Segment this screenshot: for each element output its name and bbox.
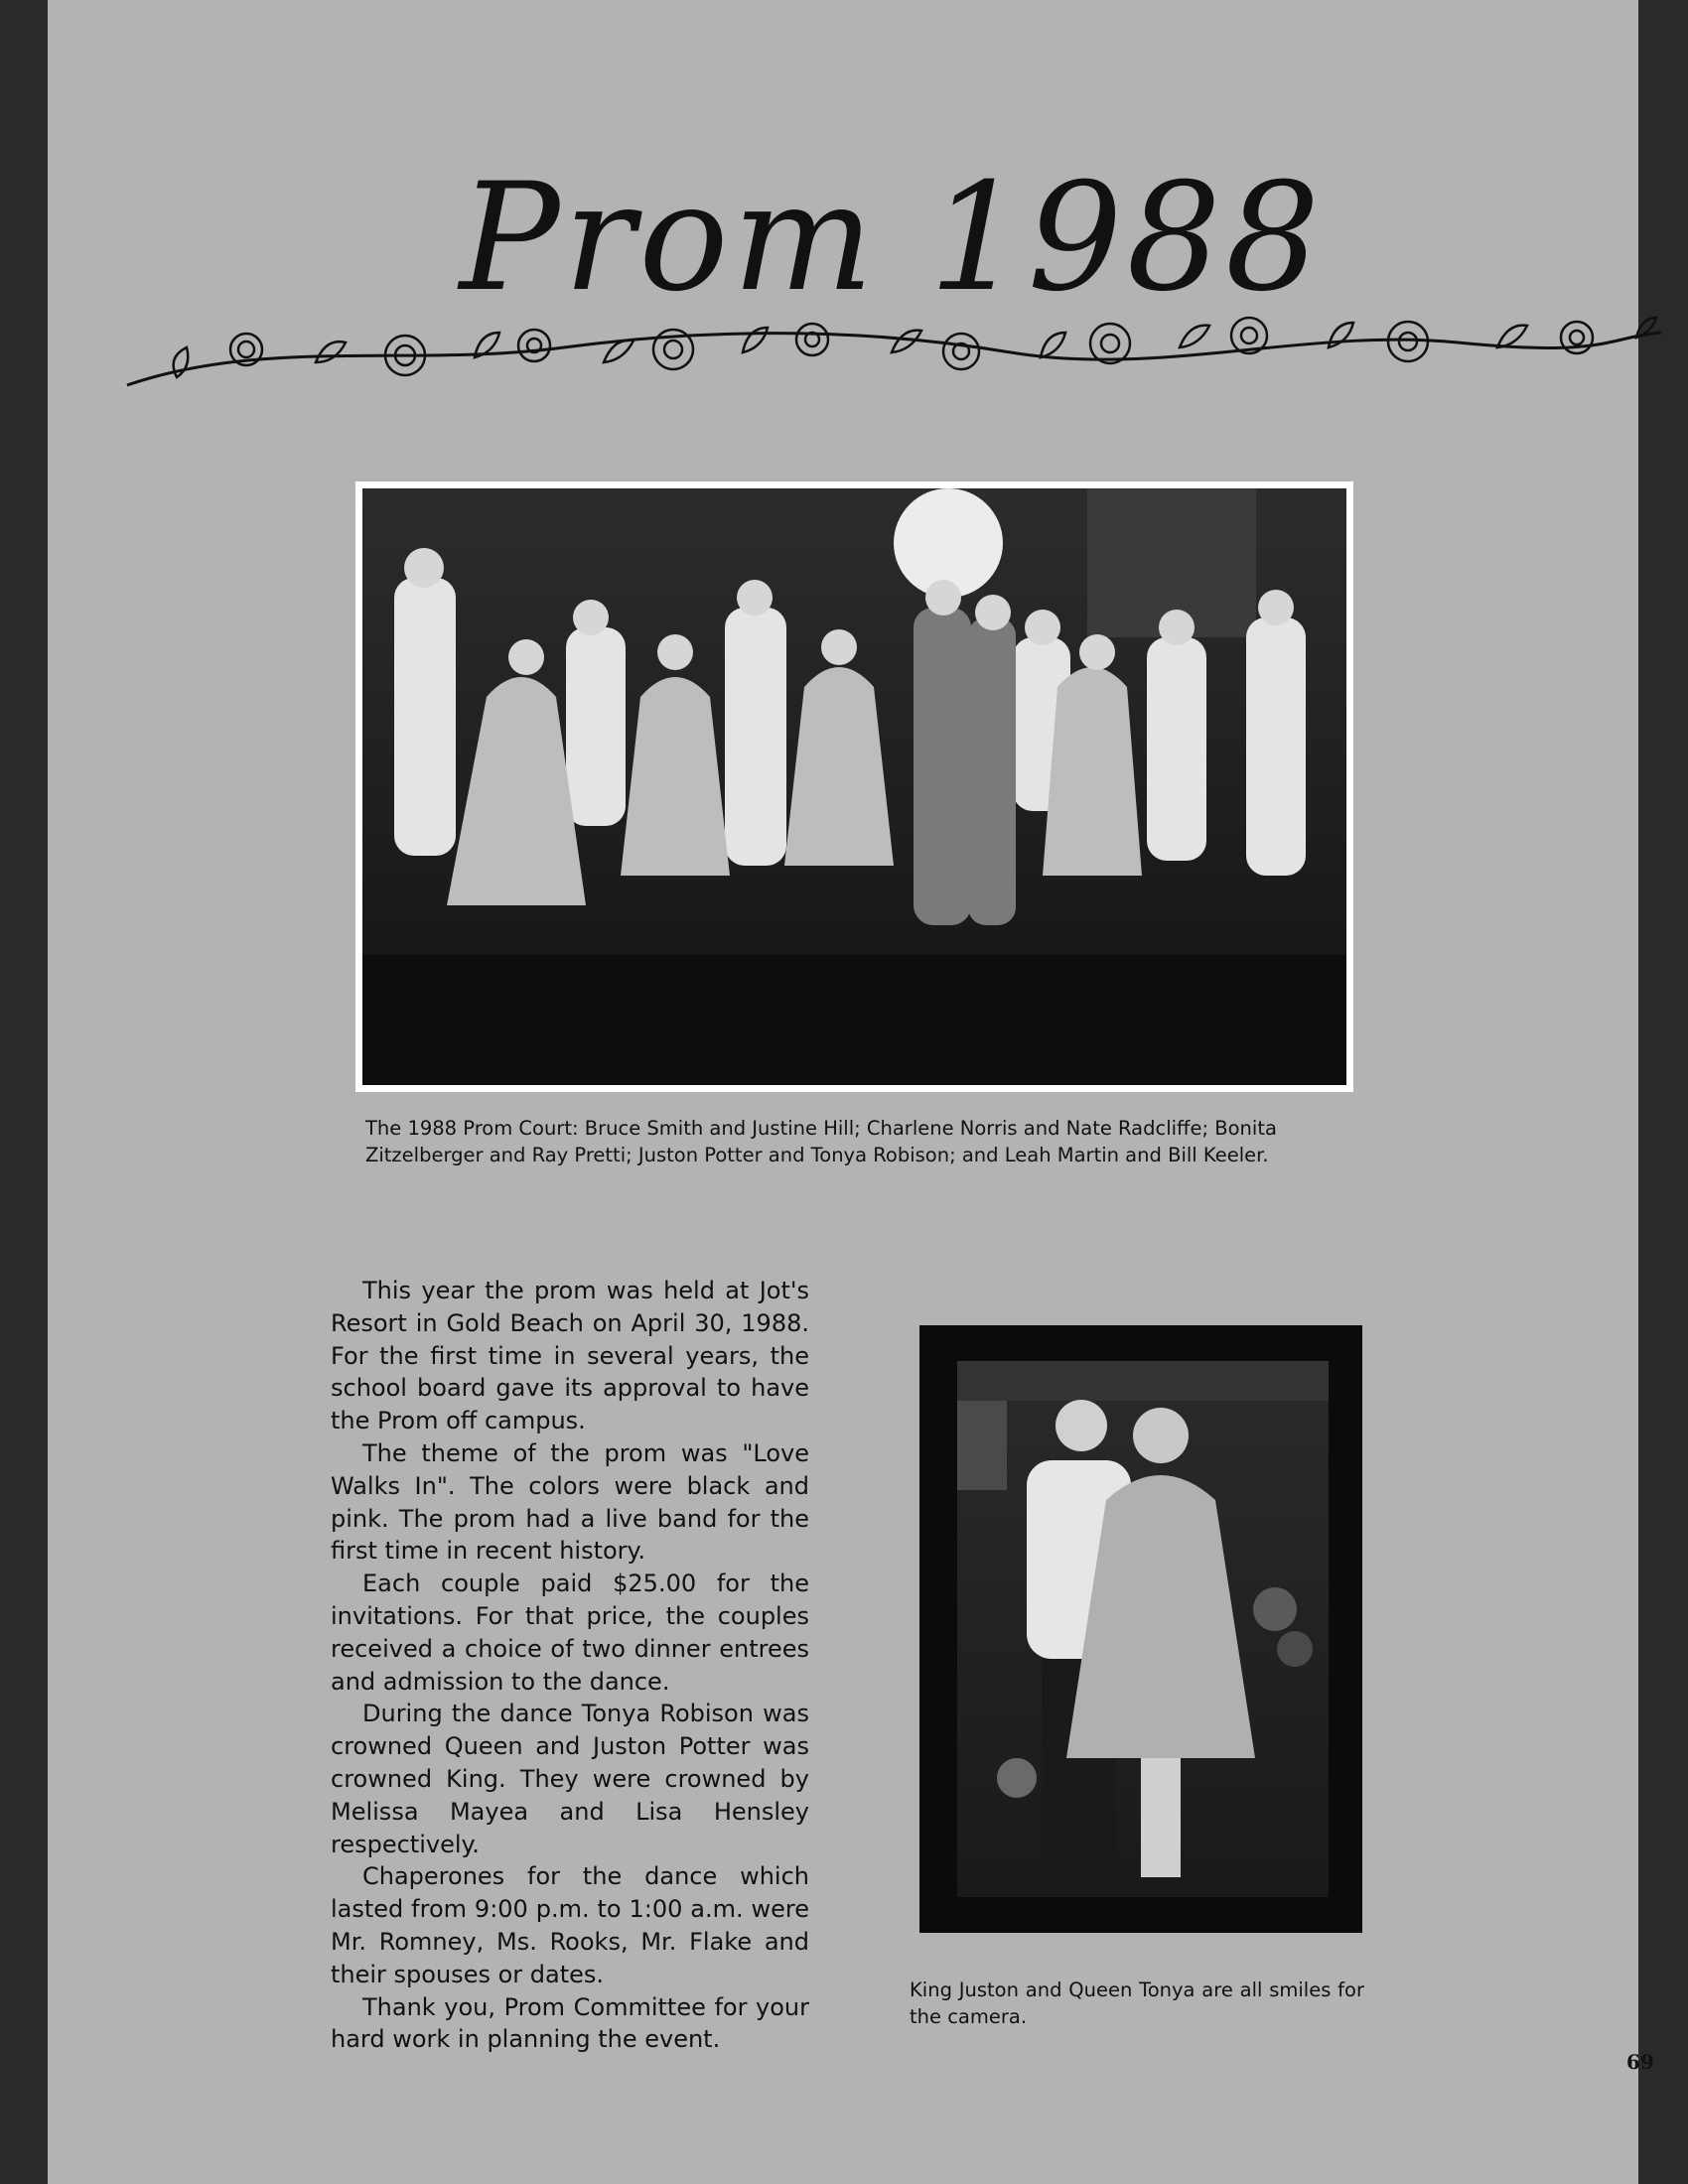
article-paragraph: Chaperones for the dance which lasted from 9:00 p.m. to 1:00 a.m. were Mr. Romney, Ms. Rooks, Mr. Flake and their spouses or dates. <box>331 1862 809 1988</box>
prom-court-caption: The 1988 Prom Court: Bruce Smith and Justine Hill; Charlene Norris and Nate Radcliffe; Bonita Zitzelberger and Ray Pretti; Juston Potter and Tonya Robison; and Leah Martin and Bill Keeler. <box>365 1117 1277 1166</box>
article-paragraph: This year the prom was held at Jot's Resort in Gold Beach on April 30, 1988. For the first time in several years, the school board gave its approval to have the Prom off campus. <box>331 1277 809 1435</box>
king-queen-caption: King Juston and Queen Tonya are all smiles for the camera. <box>910 1979 1364 2028</box>
yearbook-page <box>48 0 1654 2184</box>
prom-court-photo-image <box>362 488 1346 1085</box>
prom-court-photo <box>355 481 1353 1092</box>
article-paragraph: Each couple paid $25.00 for the invitations. For that price, the couples received a choice of two dinner entrees and admission to the dance. <box>331 1570 809 1696</box>
article-paragraph: The theme of the prom was "Love Walks In". The colors were black and pink. The prom had a live band for the first time in recent history. <box>331 1438 809 1566</box>
article-paragraph: Thank you, Prom Committee for your hard work in planning the event. <box>331 1992 809 2054</box>
page-number: 69 <box>1626 2050 1654 2074</box>
king-queen-photo <box>919 1325 1362 1933</box>
rose-vine-ornament-icon <box>117 308 1666 397</box>
article-body <box>331 1275 809 2056</box>
king-queen-photo-image <box>957 1361 1329 1897</box>
page-title: Prom 1988 <box>459 152 1325 325</box>
article-paragraph: During the dance Tonya Robison was crowned Queen and Juston Potter was crowned King. They were crowned by Melissa Mayea and Lisa Hensley respectively. <box>331 1700 809 1858</box>
